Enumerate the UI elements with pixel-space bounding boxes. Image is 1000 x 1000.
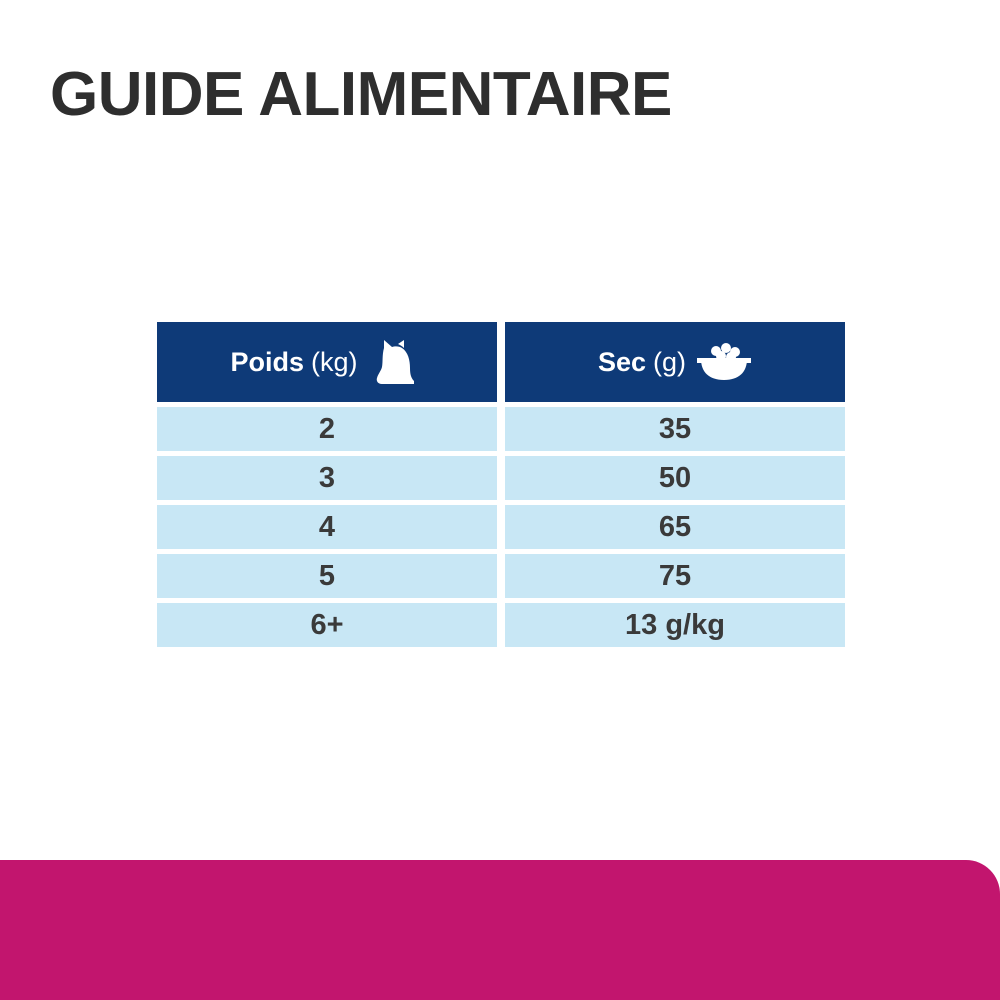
table-row [157,505,845,549]
cell-dry: 65 [505,505,845,549]
header-weight-label: Poids [230,346,304,377]
footer-band [0,860,1000,1000]
table-row [157,456,845,500]
table-header-row [157,322,845,402]
table-row [157,407,845,451]
feeding-guide-table [157,322,845,647]
cell-dry: 50 [505,456,845,500]
food-bowl-icon [696,337,752,387]
cell-dry: 75 [505,554,845,598]
cell-dry: 13 g/kg [505,603,845,647]
cat-icon [368,337,424,387]
header-cell-dry [505,322,845,402]
cell-weight: 4 [157,505,497,549]
header-cell-weight [157,322,497,402]
cell-weight: 3 [157,456,497,500]
table-row [157,554,845,598]
cell-weight: 6+ [157,603,497,647]
cell-weight: 5 [157,554,497,598]
header-dry-label: Sec [597,346,647,377]
table-row [157,603,845,647]
cell-dry: 35 [505,407,845,451]
header-weight-unit: (kg) [311,346,358,377]
page-title: GUIDE ALIMENTAIRE [50,60,672,129]
header-dry-unit: (g) [653,346,687,377]
cell-weight: 2 [157,407,497,451]
